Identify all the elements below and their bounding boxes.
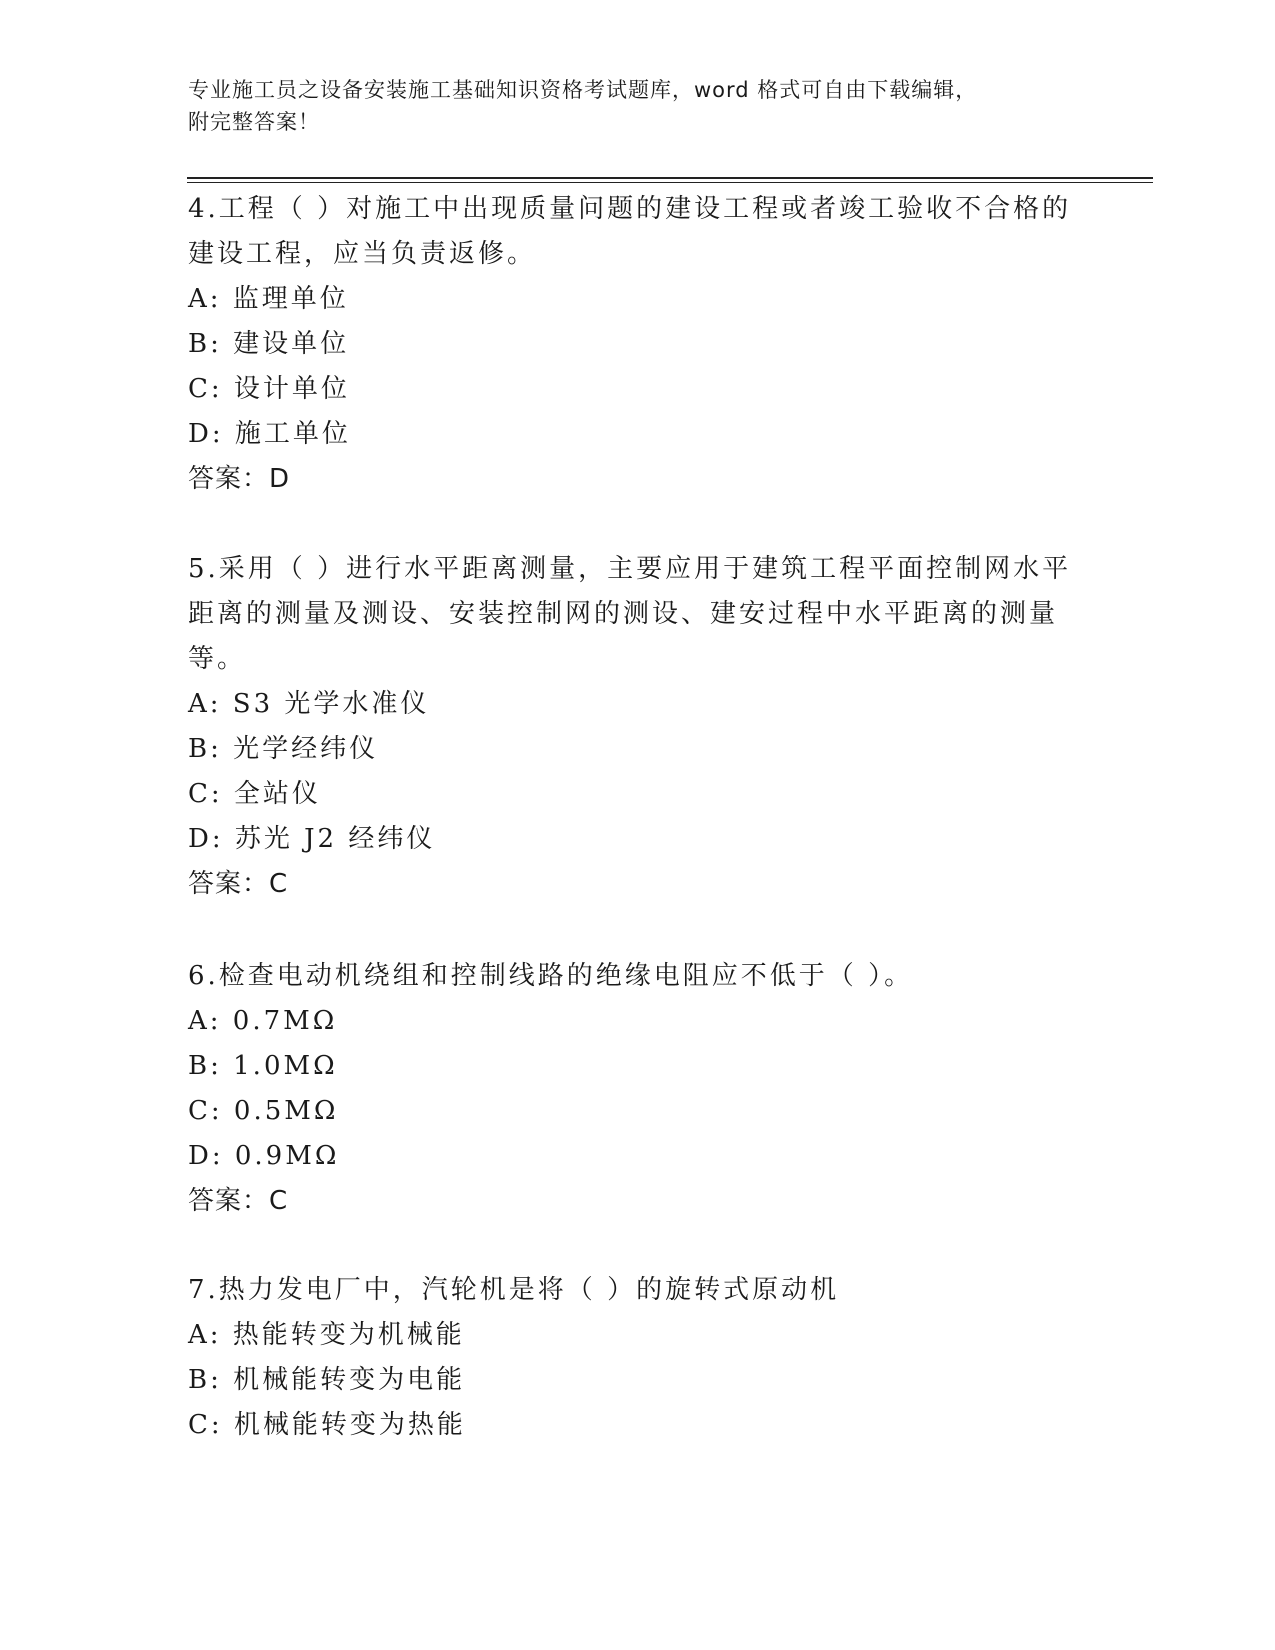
question-4-option-a: A: 监理单位: [188, 284, 349, 314]
question-7-stem-line-1: 7.热力发电厂中，汽轮机是将（ ）的旋转式原动机: [188, 1275, 840, 1305]
header-line-1: 专业施工员之设备安装施工基础知识资格考试题库，word 格式可自由下载编辑，: [188, 78, 978, 102]
question-4-option-d: D: 施工单位: [188, 419, 351, 449]
question-6-option-a: A: 0.7MΩ: [188, 1006, 338, 1036]
document-header: [188, 74, 1068, 138]
question-7-option-a: A: 热能转变为机械能: [188, 1320, 465, 1350]
question-6-option-c: C: 0.5MΩ: [188, 1096, 339, 1126]
question-5-option-b: B: 光学经纬仪: [188, 734, 379, 764]
question-4-stem-line-2: 建设工程，应当负责返修。: [188, 239, 537, 269]
header-divider: [187, 177, 1153, 179]
question-5-stem-line-2: 距离的测量及测设、安装控制网的测设、建安过程中水平距离的测量: [188, 599, 1059, 629]
question-6-option-d: D: 0.9MΩ: [188, 1141, 340, 1171]
question-6-answer: 答案：C: [188, 1186, 289, 1216]
question-5-stem-line-1: 5.采用（ ）进行水平距离测量，主要应用于建筑工程平面控制网水平: [188, 554, 1072, 584]
question-5-answer: 答案：C: [188, 869, 289, 899]
question-5-stem-line-3: 等。: [188, 644, 247, 674]
question-6-stem-line-1: 6.检查电动机绕组和控制线路的绝缘电阻应不低于（ ）。: [188, 961, 914, 991]
question-5-option-d: D: 苏光 J2 经纬仪: [188, 824, 436, 854]
question-7-option-b: B: 机械能转变为电能: [188, 1365, 466, 1395]
header-divider-thin: [187, 182, 1153, 183]
question-4-answer: 答案：D: [188, 464, 291, 494]
question-4-option-c: C: 设计单位: [188, 374, 350, 404]
question-4-option-b: B: 建设单位: [188, 329, 350, 359]
question-5-option-c: C: 全站仪: [188, 779, 321, 809]
question-7-option-c: C: 机械能转变为热能: [188, 1410, 466, 1440]
header-line-2: 附完整答案！: [188, 110, 320, 134]
question-4-stem-line-1: 4.工程（ ）对施工中出现质量问题的建设工程或者竣工验收不合格的: [188, 194, 1072, 224]
question-6-option-b: B: 1.0MΩ: [188, 1051, 338, 1081]
question-5-option-a: A: S3 光学水准仪: [188, 689, 430, 719]
